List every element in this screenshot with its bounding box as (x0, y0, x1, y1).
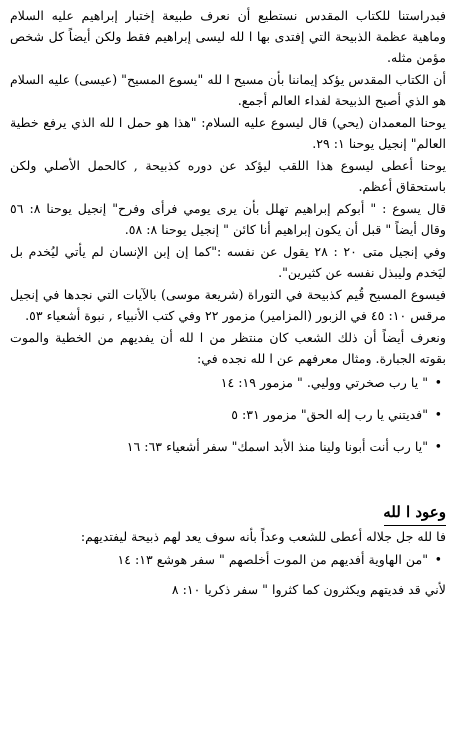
section-quote-list (10, 549, 446, 570)
bullet-icon: • (434, 439, 442, 454)
quote-text: "يا رب أنت أبونا ولينا منذ الأبد اسمك" سفر أشعياء ٦٣: ١٦ (126, 439, 428, 454)
quote-text: " يا رب صخرتي ووليي. " مزمور ١٩: ١٤ (220, 375, 428, 390)
list-item (10, 549, 442, 570)
bullet-icon: • (434, 552, 442, 567)
paragraph-1: فبدراستنا للكتاب المقدس نستطيع أن نعرف طبيعة إختبار إبراهيم عليه السلام وماهية عظمة الذبيحة التي إفتدى بها ا لله ليسى إبراهيم فقط ولكن أيضاً كل شخص مؤمن مثله. (10, 8, 446, 65)
section-intro: فا لله جل جلاله أعطى للشعب وعداً بأنه سوف يعد لهم ذبيحة ليفتديهم: (80, 529, 446, 544)
section-title: وعود ا لله (383, 503, 446, 521)
quote-text: "فديتني يا رب إله الحق" مزمور ٣١: ٥ (231, 407, 428, 422)
list-item (10, 436, 442, 457)
paragraph-6: وفي إنجيل متى ٢٠ : ٢٨ يقول عن نفسه :"كما إن إبن الإنسان لم يأتي ليُخدم بل ليَخدم وليبذل نفسه عن كثيرين". (10, 244, 446, 280)
last-line: لأني قد فديتهم ويكثرون كما كثروا " سفر ذكريا ١٠: ٨ (171, 582, 446, 597)
bullet-icon: • (434, 375, 442, 390)
quote-list (10, 372, 446, 457)
list-item (10, 404, 442, 425)
paragraph-4: يوحنا أعطى ليسوع هذا اللقب ليؤكد عن دوره كذبيحة , كالحمل الأصلي ولكن باستحقاق أعظم. (10, 158, 446, 194)
paragraph-7: فيسوع المسيح قُيم كذبيحة في التوراة (شريعة موسى) بالآيات التي نجدها في إنجيل مرقس ١٠: ٤٥ في الزبور (المزامير) مزمور ٢٢ وفي كتب الأنبياء , نبوة أشعياء ٥٣. (10, 287, 446, 323)
bullet-icon: • (434, 407, 442, 422)
quote-text: "من الهاوية أفديهم من الموت أخلصهم " سفر هوشع ١٣: ١٤ (117, 552, 428, 567)
paragraph-5: قال يسوع : " أبوكم إبراهيم تهلل بأن يرى يومي فرأى وفرح" إنجيل يوحنا ٨: ٥٦ وقال أيضاً " قبل أن يكون إبراهيم أنا كائن " إنجيل يوحنا ٨: ٥٨. (10, 201, 446, 237)
section-heading-wrap (10, 468, 446, 526)
paragraph-8: ونعرف أيضاً أن ذلك الشعب كان منتظر من ا لله أن يفديهم من الخطية والموت بقوته الجبارة. ومثال معرفهم عن ا لله نجده في: (10, 330, 446, 366)
paragraph-3: يوحنا المعمدان (يحي) قال ليسوع عليه السلام: "هذا هو حمل ا لله الذي يرفع خطية العالم" إنجيل يوحنا ١: ٢٩. (10, 115, 446, 151)
list-item (10, 372, 442, 393)
paragraph-2: أن الكتاب المقدس يؤكد إيماننا بأن مسيح ا لله "يسوع المسيح" (عيسى) عليه السلام هو الذي أصبح الذبيحة لفداء العالم أجمع. (10, 72, 446, 108)
